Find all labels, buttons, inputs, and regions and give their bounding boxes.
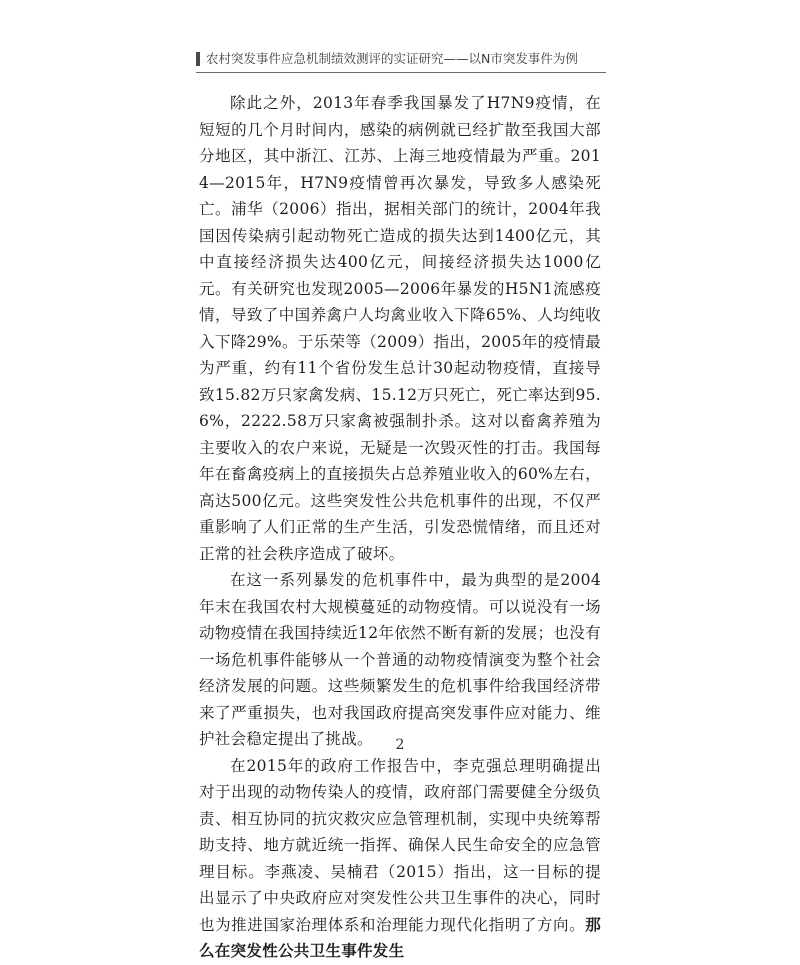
body-text (199, 90, 601, 965)
paragraph-2: 在这一系列暴发的危机事件中，最为典型的是2004年末在我国农村大规模蔓延的动物疫情。可以说没有一场动物疫情在我国持续近12年依然不断有新的发展；也没有一场危机事件能够从一个普通的动物疫情演变为整个社会经济发展的问题。这些频繁发生的危机事件给我国经济带来了严重损失，也对我国政府提高突发事件应对能力、维护社会稳定提出了挑战。 (199, 571, 601, 748)
paragraph-1: 除此之外，2013年春季我国暴发了H7N9疫情，在短短的几个月时间内，感染的病例就已经扩散至我国大部分地区，其中浙江、江苏、上海三地疫情最为严重。2014—2015年，H7N9疫情曾再次暴发，导致多人感染死亡。浦华（2006）指出，据相关部门的统计，2004年我国因传染病引起动物死亡造成的损失达到1400亿元，其中直接经济损失达400亿元，间接经济损失达1000亿元。有关研究也发现2005—2006年暴发的H5N1流感疫情，导致了中国养禽户人均禽业收入下降65%、人均纯收入下降29%。于乐荣等（2009）指出，2005年的疫情最为严重，约有11个省份发生总计30起动物疫情，直接导致15.82万只家禽发病、15.12万只死亡，死亡率达到95.6%，2222.58万只家禽被强制扑杀。这对以畜禽养殖为主要收入的农户来说，无疑是一次毁灭性的打击。我国每年在畜禽疫病上的直接损失占总养殖业收入的60%左右，高达500亿元。这些突发性公共危机事件的出现，不仅严重影响了人们正常的生产生活，引发恐慌情绪，而且还对正常的社会秩序造成了破坏。 (199, 94, 601, 563)
paragraph-3-bold-tail: 那么在突发性公共卫生事件发生 (199, 915, 601, 960)
paragraph-3 (199, 753, 601, 965)
running-header (196, 50, 606, 73)
page-number: 2 (395, 737, 405, 753)
paragraph-3-text: 在2015年的政府工作报告中，李克强总理明确提出对于出现的动物传染人的疫情，政府部门需要健全分级负责、相互协同的抗灾救灾应急管理机制，实现中央统筹帮助支持、地方就近统一指挥、确保人民生命安全的应急管理目标。李燕凌、吴楠君（2015）指出，这一目标的提出显示了中央政府应对突发性公共卫生事件的决心，同时也为推进国家治理体系和治理能力现代化指明了方向。 (199, 756, 601, 934)
header-marker-bar (196, 52, 200, 66)
running-header-title: 农村突发事件应急机制绩效测评的实证研究——以N市突发事件为例 (206, 51, 578, 66)
